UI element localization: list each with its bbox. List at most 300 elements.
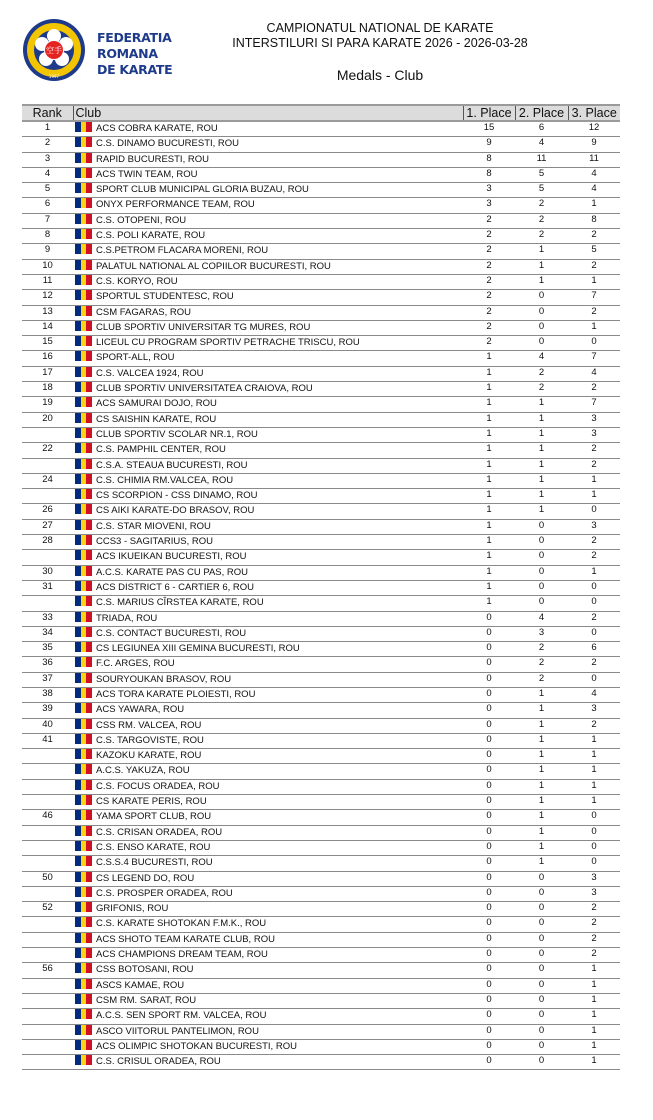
second-place-count: 0 <box>515 305 568 320</box>
club-cell <box>73 902 463 917</box>
third-place-count: 5 <box>568 244 620 259</box>
rank-cell <box>22 550 73 565</box>
romania-flag-icon <box>75 581 92 591</box>
first-place-count: 0 <box>463 733 515 748</box>
club-name: SPORTUL STUDENTESC, ROU <box>96 291 234 303</box>
third-place-count: 1 <box>568 1039 620 1054</box>
third-place-count: 0 <box>568 856 620 871</box>
third-place-count: 3 <box>568 412 620 427</box>
romania-flag-icon <box>75 810 92 820</box>
romania-flag-icon <box>75 795 92 805</box>
rank-cell: 2 <box>22 137 73 152</box>
first-place-count: 1 <box>463 565 515 580</box>
table-row <box>22 1009 620 1024</box>
club-name: ASCO VIITORUL PANTELIMON, ROU <box>96 1025 259 1037</box>
club-name: CSS RM. VALCEA, ROU <box>96 719 202 731</box>
club-name: ONYX PERFORMANCE TEAM, ROU <box>96 199 255 211</box>
third-place-count: 1 <box>568 565 620 580</box>
romania-flag-icon <box>75 627 92 637</box>
romania-flag-icon <box>75 979 92 989</box>
romania-flag-icon <box>75 902 92 912</box>
romania-flag-icon <box>75 826 92 836</box>
table-row <box>22 366 620 381</box>
club-name: RAPID BUCURESTI, ROU <box>96 153 209 165</box>
table-row <box>22 137 620 152</box>
second-place-count: 4 <box>515 137 568 152</box>
table-row <box>22 382 620 397</box>
club-cell <box>73 397 463 412</box>
club-name: CLUB SPORTIV UNIVERSITAR TG MURES, ROU <box>96 321 311 333</box>
rank-cell: 41 <box>22 733 73 748</box>
club-name: CSM FAGARAS, ROU <box>96 306 192 318</box>
first-place-count: 0 <box>463 795 515 810</box>
club-cell <box>73 320 463 335</box>
club-cell <box>73 810 463 825</box>
rank-cell: 1 <box>22 121 73 137</box>
romania-flag-icon <box>75 688 92 698</box>
romania-flag-icon <box>75 856 92 866</box>
third-place-count: 2 <box>568 932 620 947</box>
club-name: YAMA SPORT CLUB, ROU <box>96 811 212 823</box>
romania-flag-icon <box>75 198 92 208</box>
second-place-count: 2 <box>515 672 568 687</box>
club-name: ACS TWIN TEAM, ROU <box>96 168 198 180</box>
rank-cell <box>22 749 73 764</box>
third-place-count: 1 <box>568 978 620 993</box>
club-name: CLUB SPORTIV SCOLAR NR.1, ROU <box>96 428 258 440</box>
third-place-count: 1 <box>568 473 620 488</box>
first-place-count: 8 <box>463 152 515 167</box>
romania-flag-icon <box>75 1040 92 1050</box>
second-place-count: 0 <box>515 1024 568 1039</box>
second-place-count: 2 <box>515 229 568 244</box>
table-row <box>22 535 620 550</box>
club-cell <box>73 336 463 351</box>
table-row <box>22 596 620 611</box>
second-place-count: 1 <box>515 749 568 764</box>
third-place-count: 1 <box>568 1024 620 1039</box>
second-place-count: 0 <box>515 963 568 978</box>
club-cell <box>73 504 463 519</box>
rank-cell: 27 <box>22 519 73 534</box>
first-place-count: 0 <box>463 902 515 917</box>
romania-flag-icon <box>75 153 92 163</box>
second-place-count: 0 <box>515 871 568 886</box>
table-row <box>22 259 620 274</box>
club-cell <box>73 779 463 794</box>
club-cell <box>73 244 463 259</box>
second-place-count: 4 <box>515 351 568 366</box>
table-row <box>22 978 620 993</box>
romania-flag-icon <box>75 168 92 178</box>
table-row <box>22 779 620 794</box>
romania-flag-icon <box>75 229 92 239</box>
club-cell <box>73 703 463 718</box>
rank-cell <box>22 856 73 871</box>
table-header-row <box>22 105 620 121</box>
rank-cell <box>22 779 73 794</box>
first-place-count: 1 <box>463 366 515 381</box>
first-place-count: 0 <box>463 963 515 978</box>
third-place-count: 0 <box>568 825 620 840</box>
club-name: C.S. KARATE SHOTOKAN F.M.K., ROU <box>96 918 267 930</box>
table-row <box>22 427 620 442</box>
second-place-count: 0 <box>515 290 568 305</box>
club-cell <box>73 229 463 244</box>
rank-cell: 16 <box>22 351 73 366</box>
column-header-second-place[interactable]: 2. Place <box>515 105 568 121</box>
rank-cell: 15 <box>22 336 73 351</box>
rank-cell: 20 <box>22 412 73 427</box>
rank-cell <box>22 1055 73 1070</box>
club-cell <box>73 733 463 748</box>
first-place-count: 1 <box>463 489 515 504</box>
rank-cell: 14 <box>22 320 73 335</box>
romania-flag-icon <box>75 443 92 453</box>
club-cell <box>73 213 463 228</box>
club-name: C.S. POLI KARATE, ROU <box>96 230 206 242</box>
club-cell <box>73 366 463 381</box>
third-place-count: 0 <box>568 810 620 825</box>
club-cell <box>73 473 463 488</box>
romania-flag-icon <box>75 841 92 851</box>
club-cell <box>73 152 463 167</box>
first-place-count: 2 <box>463 336 515 351</box>
rank-cell <box>22 993 73 1008</box>
second-place-count: 0 <box>515 886 568 901</box>
romania-flag-icon <box>75 596 92 606</box>
rank-cell: 37 <box>22 672 73 687</box>
first-place-count: 2 <box>463 244 515 259</box>
first-place-count: 0 <box>463 672 515 687</box>
club-cell <box>73 948 463 963</box>
romania-flag-icon <box>75 321 92 331</box>
table-row <box>22 840 620 855</box>
club-cell <box>73 290 463 305</box>
club-name: C.S. TARGOVISTE, ROU <box>96 734 204 746</box>
romania-flag-icon <box>75 367 92 377</box>
club-cell <box>73 1009 463 1024</box>
second-place-count: 1 <box>515 458 568 473</box>
club-cell <box>73 825 463 840</box>
rank-cell <box>22 948 73 963</box>
report-title: Medals - Club <box>336 67 424 83</box>
first-place-count: 9 <box>463 137 515 152</box>
club-cell <box>73 427 463 442</box>
second-place-count: 0 <box>515 565 568 580</box>
club-cell <box>73 1039 463 1054</box>
table-row <box>22 473 620 488</box>
club-name: GRIFONIS, ROU <box>96 903 169 915</box>
first-place-count: 0 <box>463 856 515 871</box>
club-cell <box>73 626 463 641</box>
club-name: C.S. PROSPER ORADEA, ROU <box>96 887 233 899</box>
first-place-count: 8 <box>463 167 515 182</box>
second-place-count: 0 <box>515 519 568 534</box>
medals-table <box>22 104 620 1070</box>
second-place-count: 0 <box>515 1009 568 1024</box>
second-place-count: 2 <box>515 198 568 213</box>
table-row <box>22 397 620 412</box>
club-name: CS LEGEND DO, ROU <box>96 872 195 884</box>
first-place-count: 0 <box>463 978 515 993</box>
rank-cell <box>22 932 73 947</box>
table-row <box>22 810 620 825</box>
third-place-count: 4 <box>568 687 620 702</box>
third-place-count: 3 <box>568 703 620 718</box>
third-place-count: 4 <box>568 183 620 198</box>
third-place-count: 0 <box>568 840 620 855</box>
club-cell <box>73 963 463 978</box>
table-row <box>22 274 620 289</box>
rank-cell: 4 <box>22 167 73 182</box>
rank-cell: 35 <box>22 642 73 657</box>
table-row <box>22 902 620 917</box>
third-place-count: 7 <box>568 290 620 305</box>
rank-cell: 24 <box>22 473 73 488</box>
club-name: C.S. DINAMO BUCURESTI, ROU <box>96 138 240 150</box>
rank-cell <box>22 840 73 855</box>
rank-cell <box>22 1024 73 1039</box>
rank-cell: 3 <box>22 152 73 167</box>
club-cell <box>73 183 463 198</box>
romania-flag-icon <box>75 489 92 499</box>
romania-flag-icon <box>75 749 92 759</box>
first-place-count: 0 <box>463 703 515 718</box>
second-place-count: 0 <box>515 917 568 932</box>
first-place-count: 0 <box>463 687 515 702</box>
romania-flag-icon <box>75 1055 92 1065</box>
rank-cell: 22 <box>22 443 73 458</box>
column-header-club[interactable]: Club <box>73 105 463 121</box>
table-row <box>22 1039 620 1054</box>
second-place-count: 5 <box>515 167 568 182</box>
table-row <box>22 825 620 840</box>
rank-cell: 33 <box>22 611 73 626</box>
club-cell <box>73 840 463 855</box>
club-name: ACS YAWARA, ROU <box>96 704 185 716</box>
club-name: ACS IKUEIKAN BUCURESTI, ROU <box>96 551 247 563</box>
table-row <box>22 489 620 504</box>
club-cell <box>73 382 463 397</box>
table-row <box>22 657 620 672</box>
romania-flag-icon <box>75 137 92 147</box>
third-place-count: 1 <box>568 779 620 794</box>
first-place-count: 0 <box>463 810 515 825</box>
club-name: ACS DISTRICT 6 - CARTIER 6, ROU <box>96 581 255 593</box>
rank-cell <box>22 1039 73 1054</box>
first-place-count: 1 <box>463 412 515 427</box>
second-place-count: 2 <box>515 366 568 381</box>
romania-flag-icon <box>75 764 92 774</box>
third-place-count: 1 <box>568 320 620 335</box>
table-row <box>22 229 620 244</box>
second-place-count: 1 <box>515 825 568 840</box>
second-place-count: 1 <box>515 764 568 779</box>
rank-cell: 34 <box>22 626 73 641</box>
club-cell <box>73 993 463 1008</box>
club-cell <box>73 642 463 657</box>
third-place-count: 0 <box>568 672 620 687</box>
second-place-count: 0 <box>515 580 568 595</box>
club-name: C.S. CHIMIA RM.VALCEA, ROU <box>96 474 234 486</box>
second-place-count: 1 <box>515 687 568 702</box>
third-place-count: 1 <box>568 274 620 289</box>
romania-flag-icon <box>75 1025 92 1035</box>
club-name: C.S. CONTACT BUCURESTI, ROU <box>96 627 247 639</box>
rank-cell: 19 <box>22 397 73 412</box>
club-name: ACS OLIMPIC SHOTOKAN BUCURESTI, ROU <box>96 1040 297 1052</box>
column-header-third-place[interactable]: 3. Place <box>568 105 620 121</box>
romania-flag-icon <box>75 290 92 300</box>
table-row <box>22 320 620 335</box>
romania-flag-icon <box>75 933 92 943</box>
table-row <box>22 565 620 580</box>
table-row <box>22 948 620 963</box>
column-header-first-place[interactable]: 1. Place <box>463 105 515 121</box>
club-cell <box>73 519 463 534</box>
table-row <box>22 1024 620 1039</box>
third-place-count: 7 <box>568 351 620 366</box>
romania-flag-icon <box>75 306 92 316</box>
club-cell <box>73 1024 463 1039</box>
third-place-count: 2 <box>568 550 620 565</box>
club-cell <box>73 550 463 565</box>
rank-cell <box>22 886 73 901</box>
first-place-count: 1 <box>463 580 515 595</box>
table-row <box>22 121 620 137</box>
first-place-count: 0 <box>463 948 515 963</box>
rank-cell: 11 <box>22 274 73 289</box>
rank-cell: 13 <box>22 305 73 320</box>
table-row <box>22 749 620 764</box>
third-place-count: 7 <box>568 397 620 412</box>
table-row <box>22 626 620 641</box>
first-place-count: 3 <box>463 198 515 213</box>
first-place-count: 0 <box>463 718 515 733</box>
club-name: C.S. PAMPHIL CENTER, ROU <box>96 444 226 456</box>
rank-cell <box>22 978 73 993</box>
second-place-count: 0 <box>515 932 568 947</box>
club-name: ACS SAMURAI DOJO, ROU <box>96 398 217 410</box>
rank-cell: 28 <box>22 535 73 550</box>
first-place-count: 1 <box>463 473 515 488</box>
club-cell <box>73 412 463 427</box>
table-row <box>22 198 620 213</box>
first-place-count: 0 <box>463 825 515 840</box>
club-name: SPORT-ALL, ROU <box>96 352 175 364</box>
first-place-count: 0 <box>463 611 515 626</box>
first-place-count: 1 <box>463 397 515 412</box>
romania-flag-icon <box>75 504 92 514</box>
third-place-count: 12 <box>568 121 620 137</box>
third-place-count: 3 <box>568 519 620 534</box>
third-place-count: 2 <box>568 948 620 963</box>
rank-cell: 6 <box>22 198 73 213</box>
club-name: CSM RM. SARAT, ROU <box>96 994 197 1006</box>
second-place-count: 1 <box>515 795 568 810</box>
first-place-count: 0 <box>463 779 515 794</box>
first-place-count: 0 <box>463 932 515 947</box>
first-place-count: 1 <box>463 351 515 366</box>
club-cell <box>73 749 463 764</box>
club-cell <box>73 274 463 289</box>
club-name: C.S. MARIUS CÎRSTEA KARATE, ROU <box>96 597 264 609</box>
championship-subtitle: INTERSTILURI SI PARA KARATE 2026 - 2026-03-28 <box>232 36 528 50</box>
club-name: CSS BOTOSANI, ROU <box>96 964 194 976</box>
first-place-count: 1 <box>463 382 515 397</box>
club-cell <box>73 856 463 871</box>
first-place-count: 0 <box>463 657 515 672</box>
romania-flag-icon <box>75 780 92 790</box>
third-place-count: 2 <box>568 917 620 932</box>
second-place-count: 1 <box>515 840 568 855</box>
romania-flag-icon <box>75 612 92 622</box>
third-place-count: 2 <box>568 259 620 274</box>
table-row <box>22 764 620 779</box>
table-row <box>22 993 620 1008</box>
second-place-count: 0 <box>515 535 568 550</box>
romania-flag-icon <box>75 872 92 882</box>
second-place-count: 4 <box>515 611 568 626</box>
rank-cell <box>22 458 73 473</box>
second-place-count: 1 <box>515 244 568 259</box>
club-name: F.C. ARGES, ROU <box>96 658 175 670</box>
third-place-count: 1 <box>568 749 620 764</box>
second-place-count: 3 <box>515 626 568 641</box>
first-place-count: 2 <box>463 229 515 244</box>
romania-flag-icon <box>75 122 92 132</box>
second-place-count: 0 <box>515 596 568 611</box>
third-place-count: 3 <box>568 427 620 442</box>
table-row <box>22 932 620 947</box>
club-name: C.S.A. STEAUA BUCURESTI, ROU <box>96 459 248 471</box>
third-place-count: 0 <box>568 626 620 641</box>
third-place-count: 2 <box>568 902 620 917</box>
first-place-count: 2 <box>463 320 515 335</box>
column-header-rank[interactable]: Rank <box>22 105 73 121</box>
table-row <box>22 580 620 595</box>
club-name: PALATUL NATIONAL AL COPIILOR BUCURESTI, ROU <box>96 260 331 272</box>
club-cell <box>73 1055 463 1070</box>
rank-cell: 31 <box>22 580 73 595</box>
table-row <box>22 152 620 167</box>
romania-flag-icon <box>75 719 92 729</box>
third-place-count: 0 <box>568 580 620 595</box>
table-row <box>22 856 620 871</box>
table-row <box>22 458 620 473</box>
first-place-count: 0 <box>463 886 515 901</box>
first-place-count: 0 <box>463 871 515 886</box>
svg-text:1997: 1997 <box>48 74 60 79</box>
first-place-count: 0 <box>463 642 515 657</box>
club-name: KAZOKU KARATE, ROU <box>96 750 202 762</box>
championship-title: CAMPIONATUL NATIONAL DE KARATE <box>266 21 494 35</box>
table-row <box>22 733 620 748</box>
rank-cell <box>22 1009 73 1024</box>
svg-text:空手: 空手 <box>46 46 62 55</box>
rank-cell: 39 <box>22 703 73 718</box>
romania-flag-icon <box>75 382 92 392</box>
table-row <box>22 336 620 351</box>
rank-cell <box>22 795 73 810</box>
table-row <box>22 917 620 932</box>
table-row <box>22 718 620 733</box>
first-place-count: 3 <box>463 183 515 198</box>
first-place-count: 2 <box>463 305 515 320</box>
club-cell <box>73 886 463 901</box>
third-place-count: 2 <box>568 657 620 672</box>
